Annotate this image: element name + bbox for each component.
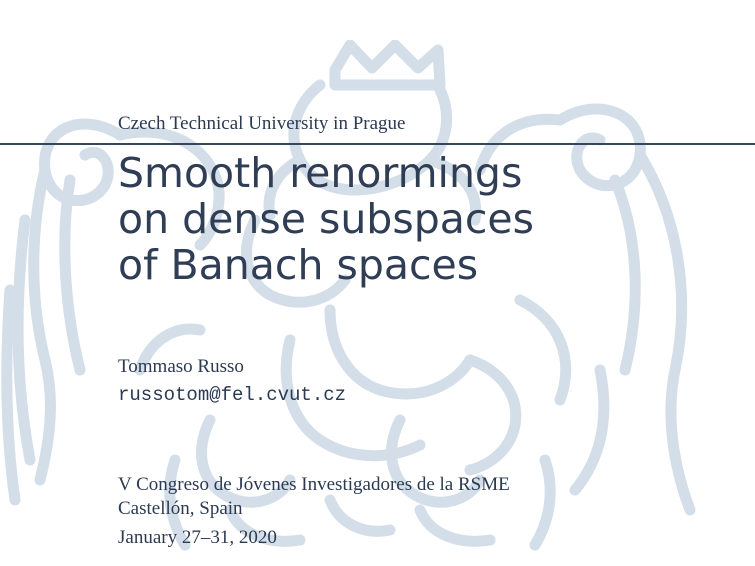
author-name: Tommaso Russo [118, 356, 244, 377]
institution-name: Czech Technical University in Prague [118, 113, 406, 134]
header-divider [0, 143, 755, 145]
event-dates: January 27–31, 2020 [118, 527, 277, 548]
event-name: V Congreso de Jóvenes Investigadores de la RSME [118, 474, 510, 495]
title-line-1: Smooth renormings [118, 149, 523, 197]
author-email: russotom@fel.cvut.cz [118, 384, 347, 406]
page-title [118, 150, 738, 288]
title-line-2: on dense subspaces [118, 195, 534, 243]
title-line-3: of Banach spaces [118, 241, 479, 289]
event-location: Castellón, Spain [118, 498, 243, 519]
